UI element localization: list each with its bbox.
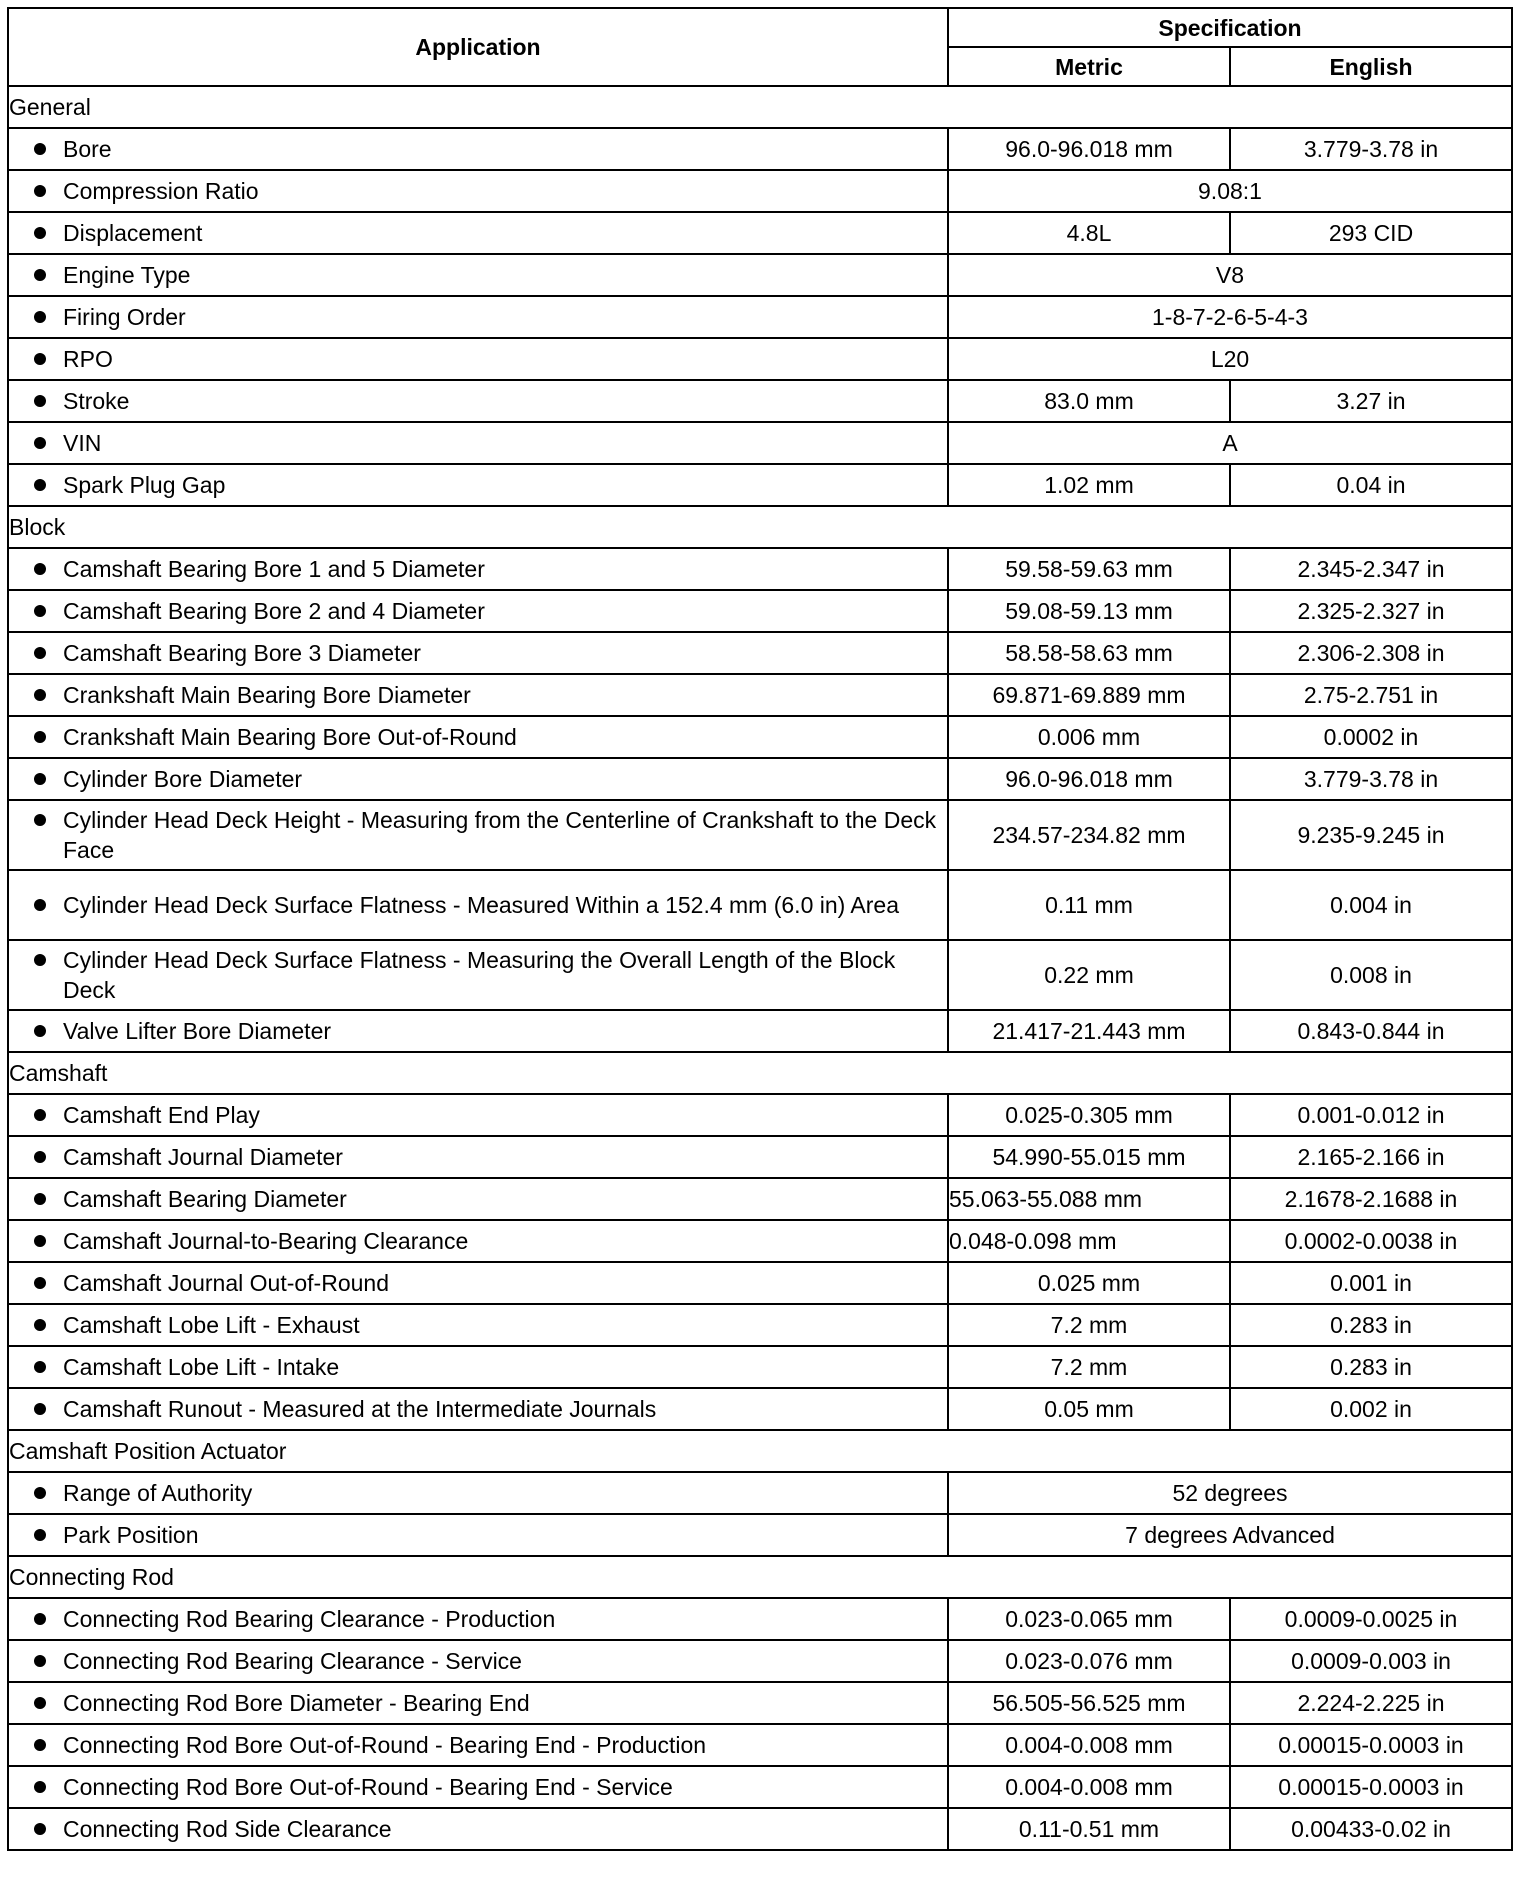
application-cell: [8, 1682, 948, 1724]
bullet-icon: [34, 479, 46, 491]
application-cell: [8, 590, 948, 632]
bullet-icon: [34, 1277, 46, 1289]
table-row: [8, 674, 1512, 716]
application-cell: [8, 1346, 948, 1388]
spec-value-cell: 52 degrees: [948, 1472, 1512, 1514]
table-row: [8, 800, 1512, 870]
application-label: Camshaft Lobe Lift - Intake: [63, 1354, 340, 1380]
specification-column-header: Specification: [948, 8, 1512, 47]
bullet-icon: [34, 814, 46, 826]
bullet-icon: [34, 1319, 46, 1331]
application-label: Spark Plug Gap: [63, 472, 226, 498]
metric-value-cell: 4.8L: [948, 212, 1230, 254]
application-cell: [8, 548, 948, 590]
bullet-icon: [34, 1487, 46, 1499]
english-value-cell: 0.283 in: [1230, 1346, 1512, 1388]
table-row: [8, 716, 1512, 758]
table-row: [8, 464, 1512, 506]
application-cell: [8, 380, 948, 422]
section-row: [8, 1430, 1512, 1472]
table-row: [8, 1220, 1512, 1262]
table-row: [8, 758, 1512, 800]
application-cell: [8, 674, 948, 716]
table-row: [8, 338, 1512, 380]
application-cell: [8, 1220, 948, 1262]
table-row: [8, 1682, 1512, 1724]
application-cell: [8, 716, 948, 758]
english-value-cell: 293 CID: [1230, 212, 1512, 254]
bullet-icon: [34, 1403, 46, 1415]
application-label: Camshaft Bearing Bore 3 Diameter: [63, 640, 421, 666]
metric-value-cell: 0.004-0.008 mm: [948, 1724, 1230, 1766]
table-row: [8, 1514, 1512, 1556]
application-cell: [8, 632, 948, 674]
application-label: Bore: [63, 136, 112, 162]
bullet-icon: [34, 731, 46, 743]
bullet-icon: [34, 773, 46, 785]
english-value-cell: 3.779-3.78 in: [1230, 128, 1512, 170]
application-label: Cylinder Bore Diameter: [63, 766, 303, 792]
metric-value-cell: 56.505-56.525 mm: [948, 1682, 1230, 1724]
table-row: [8, 1010, 1512, 1052]
metric-value-cell: 0.11-0.51 mm: [948, 1808, 1230, 1850]
english-value-cell: 2.306-2.308 in: [1230, 632, 1512, 674]
application-cell: [8, 1514, 948, 1556]
english-value-cell: 2.345-2.347 in: [1230, 548, 1512, 590]
application-cell: [8, 1724, 948, 1766]
metric-value-cell: 58.58-58.63 mm: [948, 632, 1230, 674]
application-cell: [8, 1640, 948, 1682]
application-cell: [8, 1598, 948, 1640]
application-label: Camshaft Journal Diameter: [63, 1144, 343, 1170]
application-cell: [8, 170, 948, 212]
metric-value-cell: 0.023-0.076 mm: [948, 1640, 1230, 1682]
bullet-icon: [34, 689, 46, 701]
bullet-icon: [34, 1151, 46, 1163]
english-value-cell: 0.002 in: [1230, 1388, 1512, 1430]
table-row: [8, 1472, 1512, 1514]
table-row: [8, 254, 1512, 296]
section-title: General: [8, 86, 1512, 128]
bullet-icon: [34, 1361, 46, 1373]
engine-specification-table: [7, 7, 1513, 1851]
table-row: [8, 548, 1512, 590]
application-label: Camshaft Journal Out-of-Round: [63, 1270, 389, 1296]
bullet-icon: [34, 269, 46, 281]
section-title: Camshaft Position Actuator: [8, 1430, 1512, 1472]
metric-value-cell: 54.990-55.015 mm: [948, 1136, 1230, 1178]
english-value-cell: 2.75-2.751 in: [1230, 674, 1512, 716]
bullet-icon: [34, 1193, 46, 1205]
application-cell: [8, 940, 948, 1010]
table-row: [8, 1094, 1512, 1136]
english-value-cell: 2.165-2.166 in: [1230, 1136, 1512, 1178]
english-column-header: English: [1230, 47, 1512, 86]
bullet-icon: [34, 437, 46, 449]
application-cell: [8, 870, 948, 940]
application-label: Displacement: [63, 220, 203, 246]
application-cell: [8, 758, 948, 800]
bullet-icon: [34, 1655, 46, 1667]
application-label: Connecting Rod Bearing Clearance - Service: [63, 1648, 522, 1674]
table-row: [8, 212, 1512, 254]
table-row: [8, 590, 1512, 632]
table-row: [8, 1766, 1512, 1808]
spec-value-cell: V8: [948, 254, 1512, 296]
english-value-cell: 2.1678-2.1688 in: [1230, 1178, 1512, 1220]
application-cell: [8, 128, 948, 170]
application-label: Crankshaft Main Bearing Bore Out-of-Round: [63, 724, 517, 750]
table-row: [8, 1262, 1512, 1304]
specification-rows: [8, 86, 1512, 1850]
application-cell: [8, 1766, 948, 1808]
metric-value-cell: 0.025-0.305 mm: [948, 1094, 1230, 1136]
table-row: [8, 1136, 1512, 1178]
english-value-cell: 0.283 in: [1230, 1304, 1512, 1346]
bullet-icon: [34, 1781, 46, 1793]
metric-value-cell: 1.02 mm: [948, 464, 1230, 506]
table-row: [8, 128, 1512, 170]
application-label: Crankshaft Main Bearing Bore Diameter: [63, 682, 471, 708]
application-label: Stroke: [63, 388, 130, 414]
english-value-cell: 0.001-0.012 in: [1230, 1094, 1512, 1136]
english-value-cell: 2.325-2.327 in: [1230, 590, 1512, 632]
application-label: Cylinder Head Deck Surface Flatness - Measuring the Overall Length of the Block Deck: [63, 947, 896, 1003]
english-value-cell: 0.004 in: [1230, 870, 1512, 940]
application-label: Connecting Rod Bore Diameter - Bearing End: [63, 1690, 530, 1716]
application-label: Camshaft Lobe Lift - Exhaust: [63, 1312, 360, 1338]
spec-value-cell: 7 degrees Advanced: [948, 1514, 1512, 1556]
english-value-cell: 2.224-2.225 in: [1230, 1682, 1512, 1724]
section-row: [8, 86, 1512, 128]
application-column-header: Application: [8, 8, 948, 86]
bullet-icon: [34, 353, 46, 365]
metric-value-cell: 0.023-0.065 mm: [948, 1598, 1230, 1640]
english-value-cell: 3.779-3.78 in: [1230, 758, 1512, 800]
table-row: [8, 1724, 1512, 1766]
application-label: Firing Order: [63, 304, 186, 330]
application-cell: [8, 1304, 948, 1346]
application-label: VIN: [63, 430, 102, 456]
metric-value-cell: 96.0-96.018 mm: [948, 758, 1230, 800]
metric-value-cell: 96.0-96.018 mm: [948, 128, 1230, 170]
spec-value-cell: 1-8-7-2-6-5-4-3: [948, 296, 1512, 338]
application-cell: [8, 338, 948, 380]
section-row: [8, 506, 1512, 548]
application-cell: [8, 1178, 948, 1220]
bullet-icon: [34, 185, 46, 197]
bullet-icon: [34, 605, 46, 617]
bullet-icon: [34, 1823, 46, 1835]
metric-column-header: Metric: [948, 47, 1230, 86]
table-row: [8, 1388, 1512, 1430]
application-cell: [8, 800, 948, 870]
english-value-cell: 0.00015-0.0003 in: [1230, 1724, 1512, 1766]
application-cell: [8, 296, 948, 338]
metric-value-cell: 0.22 mm: [948, 940, 1230, 1010]
application-label: Park Position: [63, 1522, 199, 1548]
application-label: Valve Lifter Bore Diameter: [63, 1018, 332, 1044]
application-label: Cylinder Head Deck Surface Flatness - Measured Within a 152.4 mm (6.0 in) Area: [63, 892, 900, 918]
metric-value-cell: 0.048-0.098 mm: [948, 1220, 1230, 1262]
table-row: [8, 1346, 1512, 1388]
metric-value-cell: 0.004-0.008 mm: [948, 1766, 1230, 1808]
application-cell: [8, 1388, 948, 1430]
english-value-cell: 0.0009-0.003 in: [1230, 1640, 1512, 1682]
bullet-icon: [34, 311, 46, 323]
english-value-cell: 0.0002 in: [1230, 716, 1512, 758]
table-row: [8, 1178, 1512, 1220]
application-label: Camshaft Bearing Diameter: [63, 1186, 347, 1212]
application-label: Range of Authority: [63, 1480, 253, 1506]
application-label: Camshaft Runout - Measured at the Intermediate Journals: [63, 1396, 657, 1422]
section-title: Connecting Rod: [8, 1556, 1512, 1598]
metric-value-cell: 7.2 mm: [948, 1304, 1230, 1346]
application-cell: [8, 464, 948, 506]
application-label: Connecting Rod Bearing Clearance - Production: [63, 1606, 556, 1632]
bullet-icon: [34, 143, 46, 155]
application-label: Compression Ratio: [63, 178, 259, 204]
bullet-icon: [34, 647, 46, 659]
metric-value-cell: 69.871-69.889 mm: [948, 674, 1230, 716]
application-cell: [8, 1472, 948, 1514]
english-value-cell: 0.00433-0.02 in: [1230, 1808, 1512, 1850]
section-title: Block: [8, 506, 1512, 548]
bullet-icon: [34, 563, 46, 575]
bullet-icon: [34, 954, 46, 966]
table-row: [8, 1598, 1512, 1640]
english-value-cell: 0.001 in: [1230, 1262, 1512, 1304]
metric-value-cell: 7.2 mm: [948, 1346, 1230, 1388]
spec-value-cell: A: [948, 422, 1512, 464]
metric-value-cell: 55.063-55.088 mm: [948, 1178, 1230, 1220]
application-label: Cylinder Head Deck Height - Measuring from the Centerline of Crankshaft to the Deck Face: [63, 807, 937, 863]
table-row: [8, 1808, 1512, 1850]
table-row: [8, 632, 1512, 674]
metric-value-cell: 83.0 mm: [948, 380, 1230, 422]
application-cell: [8, 422, 948, 464]
bullet-icon: [34, 1739, 46, 1751]
application-cell: [8, 1262, 948, 1304]
english-value-cell: 0.0009-0.0025 in: [1230, 1598, 1512, 1640]
bullet-icon: [34, 227, 46, 239]
table-row: [8, 1304, 1512, 1346]
application-cell: [8, 1808, 948, 1850]
bullet-icon: [34, 1697, 46, 1709]
application-label: Connecting Rod Bore Out-of-Round - Bearing End - Service: [63, 1774, 673, 1800]
table-row: [8, 422, 1512, 464]
section-title: Camshaft: [8, 1052, 1512, 1094]
spec-value-cell: 9.08:1: [948, 170, 1512, 212]
application-cell: [8, 1010, 948, 1052]
metric-value-cell: 59.58-59.63 mm: [948, 548, 1230, 590]
application-cell: [8, 1094, 948, 1136]
application-label: Connecting Rod Side Clearance: [63, 1816, 392, 1842]
application-label: Engine Type: [63, 262, 191, 288]
bullet-icon: [34, 395, 46, 407]
table-row: [8, 940, 1512, 1010]
metric-value-cell: 59.08-59.13 mm: [948, 590, 1230, 632]
application-label: Camshaft Journal-to-Bearing Clearance: [63, 1228, 469, 1254]
bullet-icon: [34, 1025, 46, 1037]
bullet-icon: [34, 1109, 46, 1121]
table-row: [8, 870, 1512, 940]
spec-value-cell: L20: [948, 338, 1512, 380]
english-value-cell: 0.843-0.844 in: [1230, 1010, 1512, 1052]
english-value-cell: 0.0002-0.0038 in: [1230, 1220, 1512, 1262]
english-value-cell: 0.00015-0.0003 in: [1230, 1766, 1512, 1808]
bullet-icon: [34, 1529, 46, 1541]
metric-value-cell: 234.57-234.82 mm: [948, 800, 1230, 870]
application-cell: [8, 254, 948, 296]
english-value-cell: 0.008 in: [1230, 940, 1512, 1010]
metric-value-cell: 0.006 mm: [948, 716, 1230, 758]
metric-value-cell: 0.05 mm: [948, 1388, 1230, 1430]
table-row: [8, 380, 1512, 422]
application-label: Camshaft Bearing Bore 2 and 4 Diameter: [63, 598, 485, 624]
english-value-cell: 3.27 in: [1230, 380, 1512, 422]
application-label: Camshaft End Play: [63, 1102, 260, 1128]
section-row: [8, 1052, 1512, 1094]
application-cell: [8, 212, 948, 254]
application-label: Camshaft Bearing Bore 1 and 5 Diameter: [63, 556, 485, 582]
bullet-icon: [34, 1613, 46, 1625]
table-row: [8, 1640, 1512, 1682]
english-value-cell: 0.04 in: [1230, 464, 1512, 506]
metric-value-cell: 21.417-21.443 mm: [948, 1010, 1230, 1052]
bullet-icon: [34, 1235, 46, 1247]
application-label: RPO: [63, 346, 113, 372]
english-value-cell: 9.235-9.245 in: [1230, 800, 1512, 870]
application-cell: [8, 1136, 948, 1178]
section-row: [8, 1556, 1512, 1598]
metric-value-cell: 0.025 mm: [948, 1262, 1230, 1304]
table-row: [8, 170, 1512, 212]
bullet-icon: [34, 899, 46, 911]
application-label: Connecting Rod Bore Out-of-Round - Bearing End - Production: [63, 1732, 707, 1758]
metric-value-cell: 0.11 mm: [948, 870, 1230, 940]
table-row: [8, 296, 1512, 338]
